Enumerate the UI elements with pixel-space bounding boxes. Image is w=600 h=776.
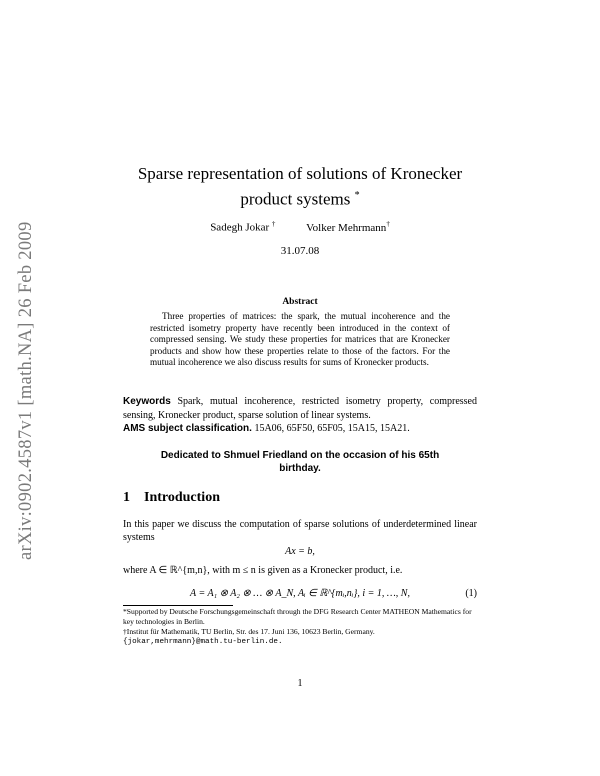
title-line-2: product systems * <box>240 189 360 209</box>
ams-label: AMS subject classification. <box>123 423 252 434</box>
section-heading <box>123 490 220 506</box>
intro-paragraph: In this paper we discuss the computation of sparse solutions of underdetermined linear systems <box>123 519 477 543</box>
section-number: 1 <box>123 490 130 505</box>
footnotes <box>123 607 477 647</box>
title-footnote-mark: * <box>354 190 360 201</box>
equation-kronecker: A = A₁ ⊗ A₂ ⊗ … ⊗ A_N, Aᵢ ∈ ℝ^{mᵢ,nᵢ}, i = 1, …, N, <box>190 588 410 599</box>
author-1-mark: † <box>271 220 276 228</box>
paper-date: 31.07.08 <box>280 245 320 257</box>
ams-text: 15A06, 65F50, 65F05, 15A15, 15A21. <box>254 423 410 434</box>
page-number: 1 <box>297 678 303 689</box>
author-2-mark: † <box>386 220 390 228</box>
footnote-2: †Institut für Mathematik, TU Berlin, Str. des 17. Juni 136, 10623 Berlin, Germany. <box>123 627 375 636</box>
where-text: where A ∈ ℝ^{m,n}, with m ≤ n is given as a Kronecker product, i.e. <box>123 565 403 576</box>
section-title: Introduction <box>144 490 220 505</box>
paper-title <box>120 163 480 211</box>
abstract-text: Three properties of matrices: the spark, the mutual incoherence and the restricted isometry property have recently been introduced in the context of compressed sensing. We study these properties for matrices that are Kronecker products and show how these properties relate to those of the factors. For the mutual incoherence we also discuss results for sums of Kronecker products. <box>150 311 450 367</box>
footnote-rule <box>123 605 233 606</box>
author-1: Sadegh Jokar <box>210 221 270 234</box>
equation-main: Ax = b, <box>285 546 315 557</box>
arxiv-stamp: arXiv:0902.4587v1 [math.NA] 26 Feb 2009 <box>16 221 36 560</box>
equation-number: (1) <box>465 588 477 599</box>
title-line-1: Sparse representation of solutions of Kronecker <box>137 164 463 183</box>
keywords-text: Spark, mutual incoherence, restricted isometry property, compressed sensing, Kronecker product, sparse solution of linear systems. <box>123 396 477 421</box>
abstract-heading: Abstract <box>282 297 318 307</box>
keywords-label: Keywords <box>123 396 171 407</box>
author-line <box>150 220 450 234</box>
footnote-1: *Supported by Deutsche Forschungsgemeinschaft through the DFG Research Center MATHEON Mathematics for key technologies in Berlin. <box>123 607 472 626</box>
dedication: Dedicated to Shmuel Friedland on the occasion of his 65th birthday. <box>160 450 440 474</box>
footnote-email: {jokar,mehrmann}@math.tu-berlin.de. <box>123 638 283 646</box>
keywords-block <box>123 395 477 436</box>
author-2: Volker Mehrmann <box>306 221 387 234</box>
